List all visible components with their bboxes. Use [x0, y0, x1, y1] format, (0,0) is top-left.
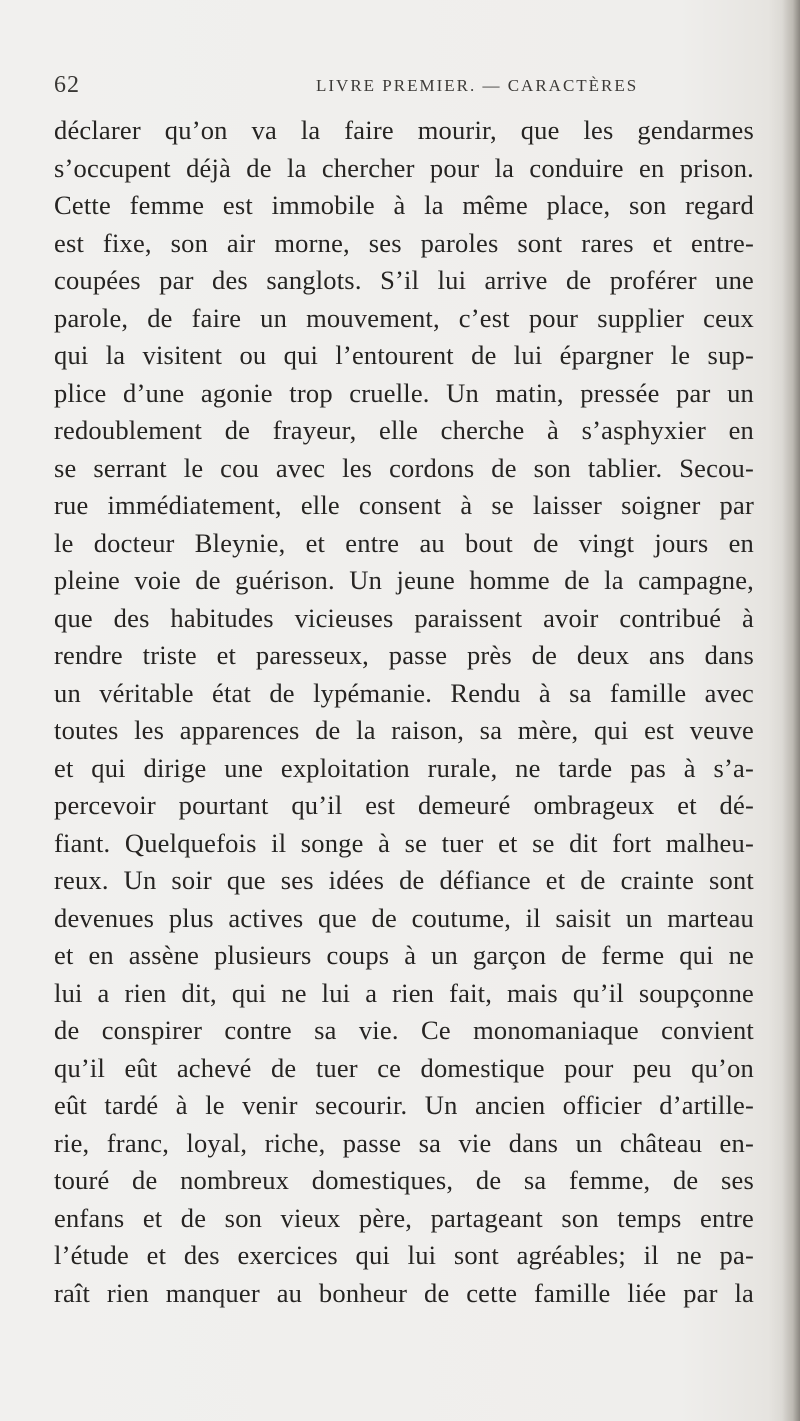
text-line: Cette femme est immobile à la même place, son regard	[54, 190, 754, 220]
text-line: reux. Un soir que ses idées de défiance et de crainte sont	[54, 865, 754, 895]
text-line: lui a rien dit, qui ne lui a rien fait, mais qu’il soupçonne	[54, 977, 754, 1008]
text-line: rue immédiatement, elle consent à se laisser soigner par	[54, 490, 754, 520]
page-edge-shadow	[782, 0, 800, 1421]
text-line: devenues plus actives que de coutume, il saisit un marteau	[54, 902, 754, 933]
text-line: raît rien manquer au bonheur de cette famille liée par la	[54, 1277, 754, 1308]
text-line: s’occupent déjà de la chercher pour la conduire en prison.	[54, 152, 754, 183]
text-line: le docteur Bleynie, et entre au bout de vingt jours en	[54, 527, 754, 558]
text-line: toutes les apparences de la raison, sa mère, qui est veuve	[54, 715, 754, 745]
text-line: de conspirer contre sa vie. Ce monomaniaque convient	[54, 1015, 754, 1045]
text-line: enfans et de son vieux père, partageant son temps entre	[54, 1202, 754, 1233]
text-line: se serrant le cou avec les cordons de son tablier. Secou-	[54, 452, 754, 483]
text-line: plice d’une agonie trop cruelle. Un matin, pressée par un	[54, 377, 754, 408]
body-paragraph	[54, 112, 754, 1312]
text-line: qu’il eût achevé de tuer ce domestique pour peu qu’on	[54, 1052, 754, 1083]
text-line: déclarer qu’on va la faire mourir, que les gendarmes	[54, 115, 754, 145]
running-head: LIVRE PREMIER. — CARACTÈRES	[316, 76, 639, 95]
text-line: touré de nombreux domestiques, de sa femme, de ses	[54, 1165, 754, 1195]
page-number: 62	[54, 72, 80, 98]
text-line: rie, franc, loyal, riche, passe sa vie dans un château en-	[54, 1127, 754, 1158]
text-line: rendre triste et paresseux, passe près de deux ans dans	[54, 640, 754, 670]
text-line: est fixe, son air morne, ses paroles sont rares et entre-	[54, 227, 754, 258]
text-line: fiant. Quelquefois il songe à se tuer et se dit fort malheu-	[54, 827, 754, 858]
text-line: parole, de faire un mouvement, c’est pour supplier ceux	[54, 302, 754, 333]
text-line: que des habitudes vicieuses paraissent avoir contribué à	[54, 602, 754, 633]
text-line: et qui dirige une exploitation rurale, ne tarde pas à s’a-	[54, 752, 754, 783]
page-header	[54, 72, 744, 106]
text-line: redoublement de frayeur, elle cherche à s’asphyxier en	[54, 415, 754, 445]
text-line: pleine voie de guérison. Un jeune homme de la campagne,	[54, 565, 754, 595]
text-line: et en assène plusieurs coups à un garçon de ferme qui ne	[54, 940, 754, 970]
text-line: coupées par des sanglots. S’il lui arrive de proférer une	[54, 265, 754, 295]
text-line: un véritable état de lypémanie. Rendu à sa famille avec	[54, 677, 754, 708]
text-line: qui la visitent ou qui l’entourent de lui épargner le sup-	[54, 340, 754, 370]
text-line: eût tardé à le venir secourir. Un ancien officier d’artille-	[54, 1090, 754, 1120]
text-line: percevoir pourtant qu’il est demeuré ombrageux et dé-	[54, 790, 754, 820]
text-line: l’étude et des exercices qui lui sont agréables; il ne pa-	[54, 1240, 754, 1270]
